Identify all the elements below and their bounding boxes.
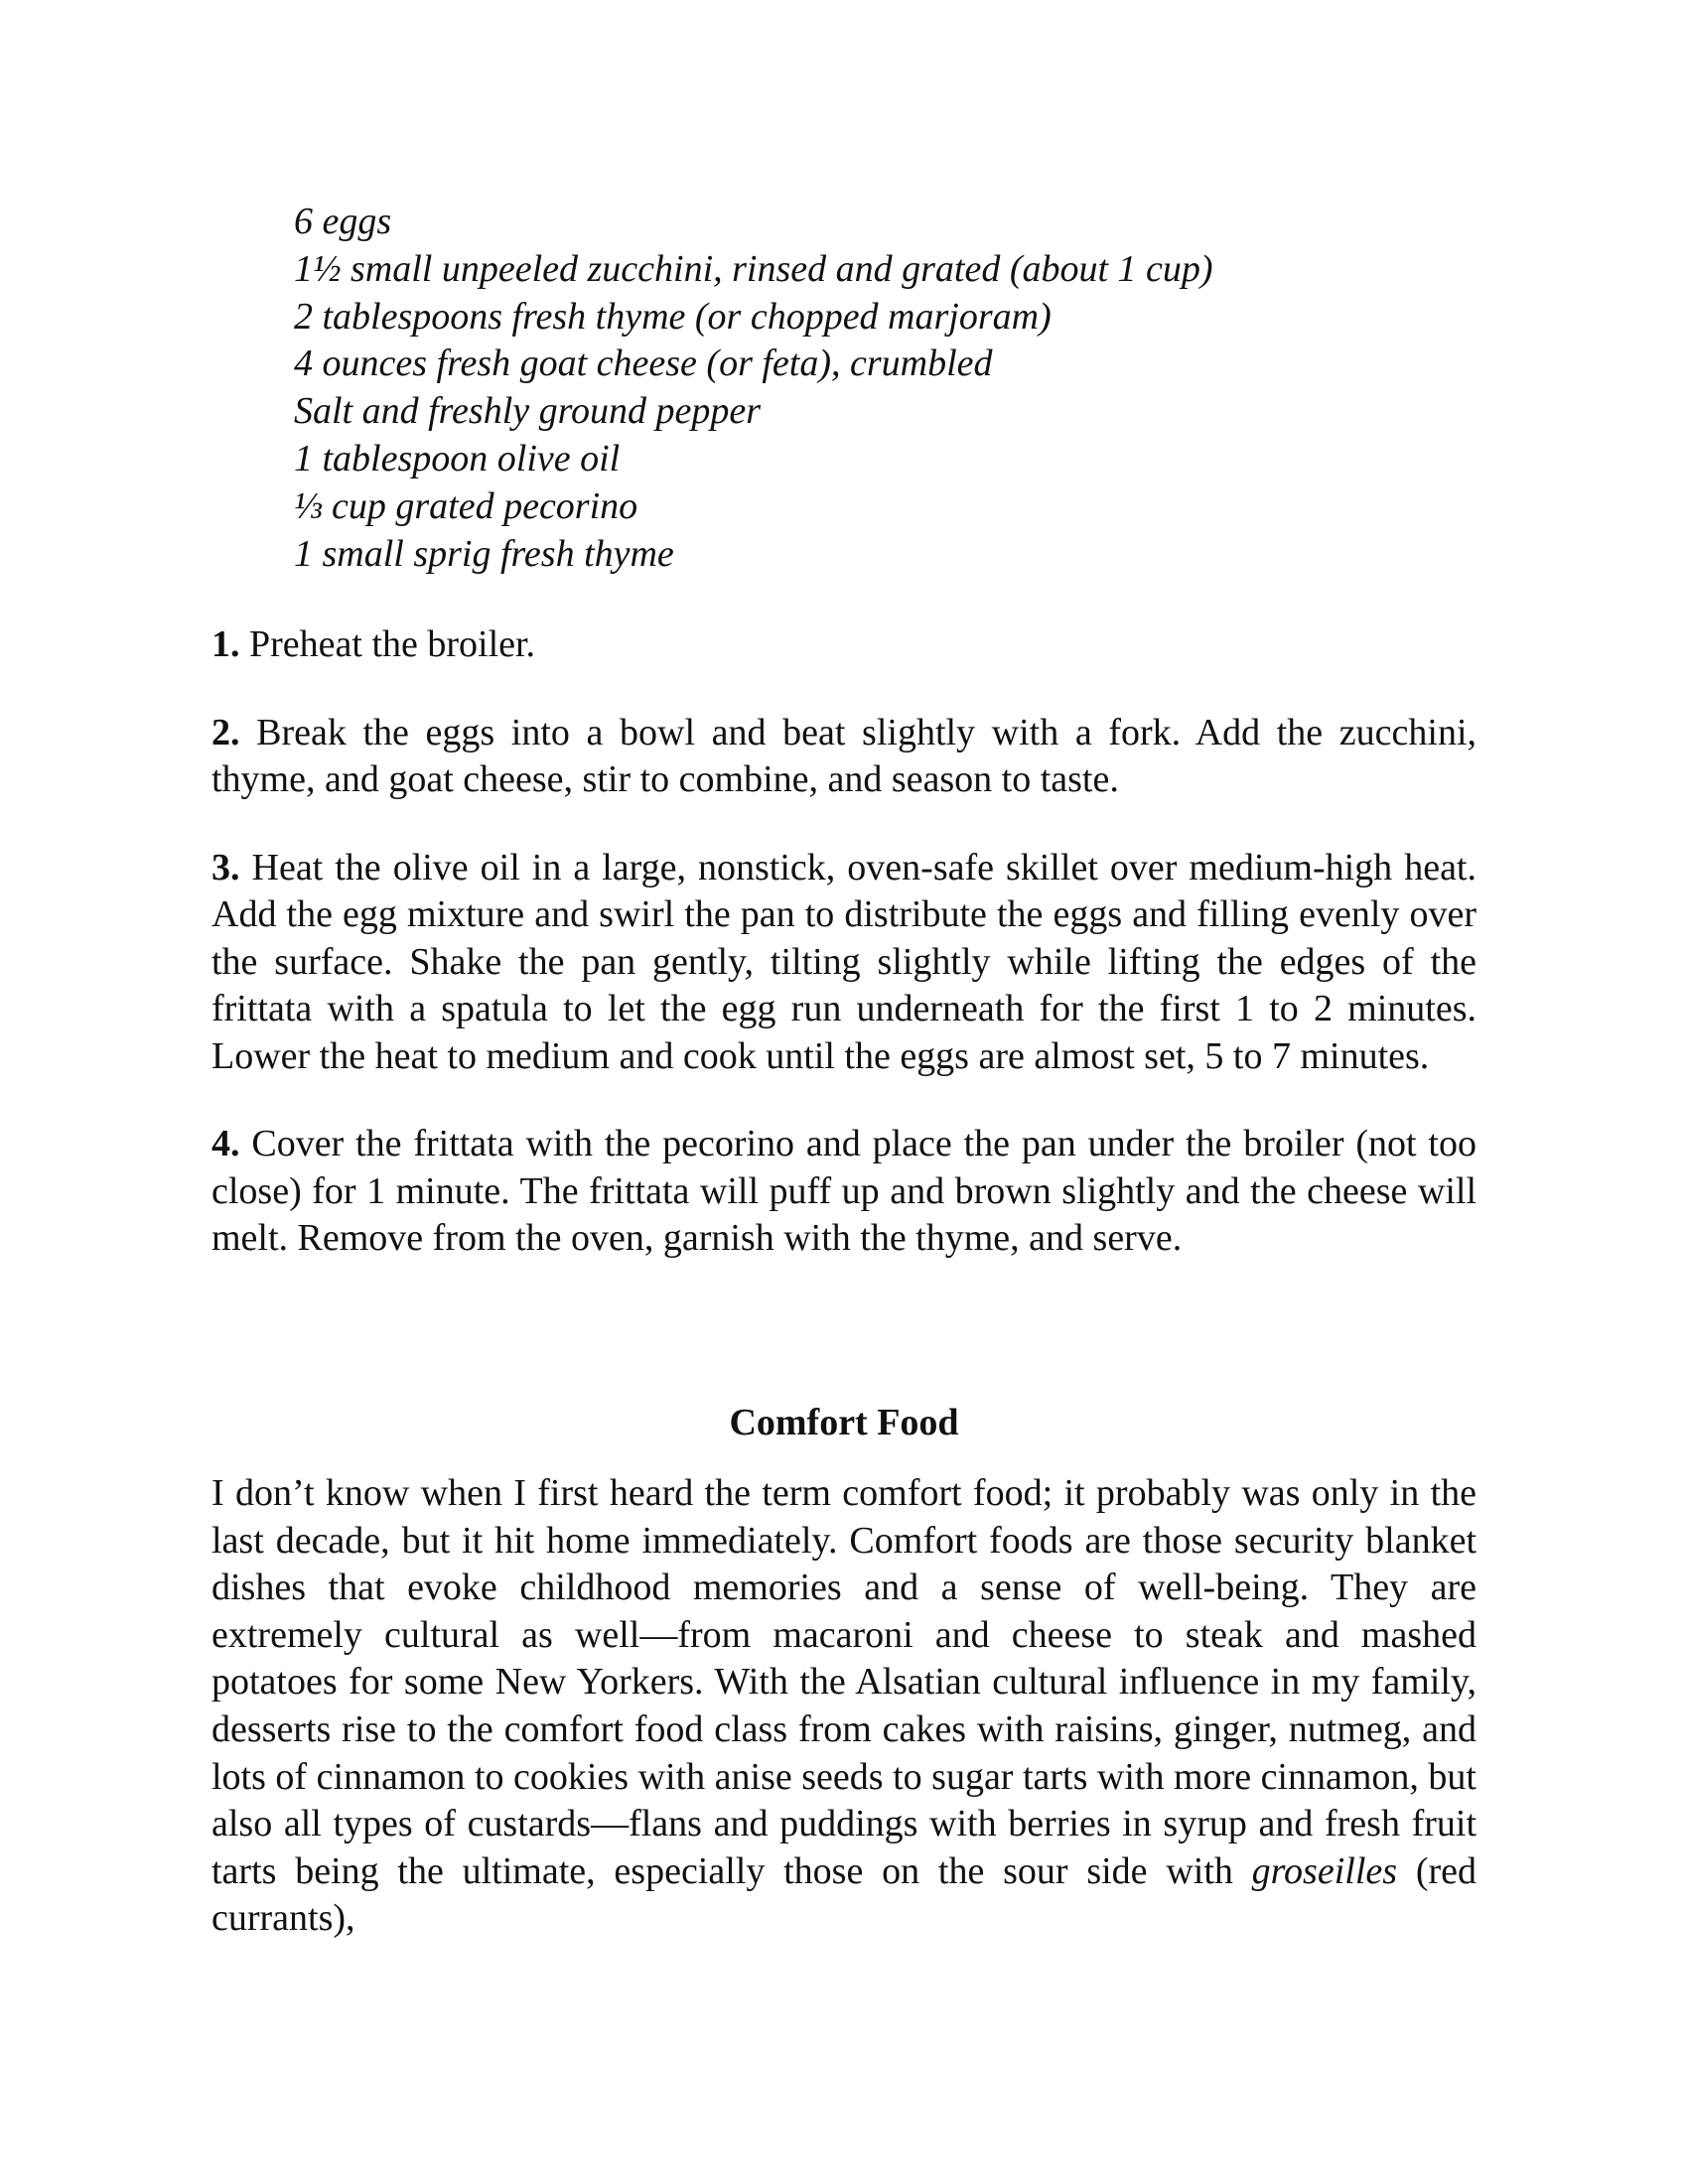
essay-italic-term: groseilles	[1251, 1849, 1398, 1892]
essay-text-end: (red currants),	[211, 1849, 1477, 1940]
ingredient-item: ⅓ cup grated pecorino	[294, 484, 638, 527]
ingredient-item: 6 eggs	[294, 201, 392, 242]
step-text: Cover the frittata with the pecorino and place the pan under the broiler (not too close) for 1 minute. The frittata will puff up and brown slightly and the cheese will melt. Remove from the oven, garnish with the thyme, and serve.	[211, 1123, 1477, 1259]
ingredient-list	[294, 199, 1485, 578]
step-text: Break the eggs into a bowl and beat slightly with a fork. Add the zucchini, thyme, and goat cheese, stir to combine, and season to taste.	[211, 711, 1477, 800]
step-text: Heat the olive oil in a large, nonstick, oven-safe skillet over medium-high heat. Add the egg mixture and swirl the pan to distribute the eggs and filling evenly over the surface. Shake the pan gently, tilting slightly while lifting the edges of the frittata with a spatula to let the egg run underneath for the first 1 to 2 minutes. Lower the heat to medium and cook until the eggs are almost set, 5 to 7 minutes.	[211, 846, 1477, 1077]
ingredient-item: 2 tablespoons fresh thyme (or chopped marjoram)	[294, 295, 1052, 338]
recipe-step-4	[211, 1121, 1477, 1263]
step-number: 1.	[211, 623, 240, 665]
recipe-step-1	[211, 621, 1477, 669]
step-number: 4.	[211, 1123, 240, 1164]
recipe-steps	[211, 621, 1477, 1303]
essay-text: I don’t know when I first heard the term comfort food; it probably was only in the last decade, but it hit home immediately. Comfort foods are those security blanket dishes that evoke childhood memories and a sense of well-being. They are extremely cultural as well—from macaroni and cheese to steak and mashed potatoes for some New Yorkers. With the Alsatian cultural influence in my family, desserts rise to the comfort food class from cakes with raisins, ginger, nutmeg, and lots of cinnamon to cookies with anise seeds to sugar tarts with more cinnamon, but also all types of custards—flans and puddings with berries in syrup and fresh fruit tarts being the ultimate, especially those on the sour side with	[211, 1472, 1477, 1892]
essay-paragraph	[211, 1470, 1477, 1943]
ingredient-item: 1 small sprig fresh thyme	[294, 532, 674, 575]
step-number: 2.	[211, 711, 240, 753]
recipe-step-2	[211, 710, 1477, 804]
ingredient-item: Salt and freshly ground pepper	[294, 390, 762, 433]
ingredient-item: 4 ounces fresh goat cheese (or feta), crumbled	[294, 342, 993, 385]
step-text: Preheat the broiler.	[239, 623, 536, 665]
ingredient-item: 1 tablespoon olive oil	[294, 437, 621, 479]
section-heading: Comfort Food	[729, 1402, 959, 1443]
step-number: 3.	[211, 846, 240, 888]
ingredient-item: 1½ small unpeeled zucchini, rinsed and grated (about 1 cup)	[294, 247, 1213, 290]
recipe-step-3	[211, 845, 1477, 1081]
